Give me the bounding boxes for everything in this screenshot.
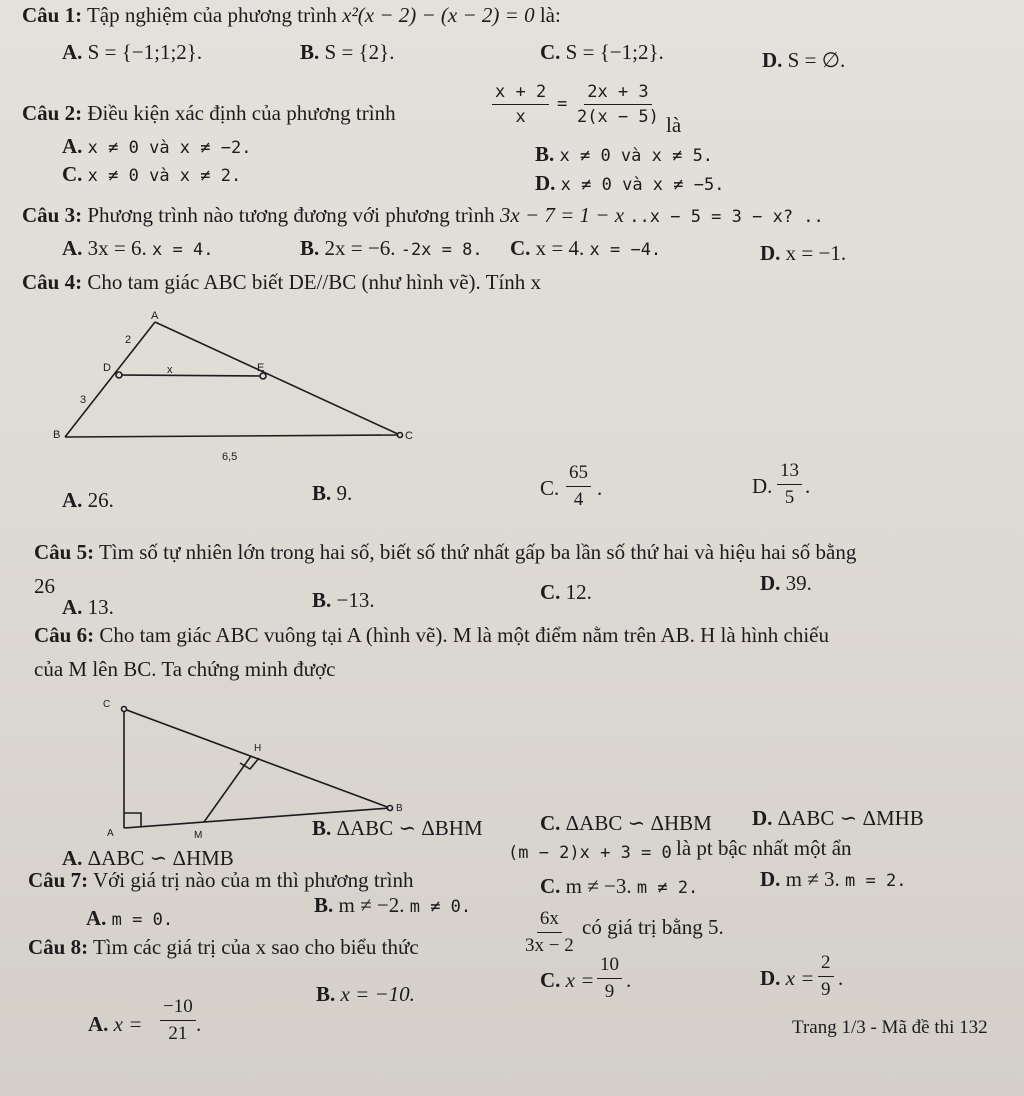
q5 bbox=[34, 542, 856, 563]
q7-text: Với giá trị nào của m thì phương trình bbox=[92, 868, 414, 892]
point-b bbox=[388, 806, 393, 811]
q6-option-b: B. ΔABC ∽ ΔBHM bbox=[312, 816, 483, 840]
q7-option-d: D. m ≠ 3. m = 2. bbox=[760, 867, 907, 891]
q1-text: Tập nghiệm của phương trình bbox=[86, 3, 337, 27]
q6-option-d: D. ΔABC ∽ ΔMHB bbox=[752, 806, 924, 830]
q2-equals: = bbox=[557, 94, 568, 114]
q5-cont: 26 bbox=[34, 574, 55, 598]
q2-option-b: B. x ≠ 0 và x ≠ 5. bbox=[535, 142, 714, 166]
label-e: E bbox=[257, 362, 265, 374]
q7-equation: (m − 2)x + 3 = 0 bbox=[508, 843, 672, 863]
label-c: C bbox=[103, 699, 111, 710]
q6-option-c: C. ΔABC ∽ ΔHBM bbox=[540, 811, 712, 835]
q2-tail: là bbox=[666, 113, 682, 137]
q5-option-c: C. 12. bbox=[540, 580, 592, 604]
q5-option-a: A. 13. bbox=[62, 595, 114, 619]
q3-typed-note: ..x − 5 = 3 − x? .. bbox=[629, 207, 824, 227]
q7-tail: là pt bậc nhất một ẩn bbox=[676, 836, 852, 860]
label-bc: 6,5 bbox=[222, 451, 238, 463]
q5-option-b: B. −13. bbox=[312, 588, 375, 612]
q4 bbox=[22, 272, 541, 293]
q8-option-c-fraction: $\frac{10}{9}$ bbox=[597, 954, 622, 1003]
q1-option-b: B. S = {2}. bbox=[300, 40, 395, 64]
q8-option-d-dot: . bbox=[838, 966, 844, 990]
q4-option-d-label: D. bbox=[752, 474, 773, 498]
point-c bbox=[398, 433, 403, 438]
label-b: B bbox=[396, 803, 403, 814]
q8-tail: có giá trị bằng 5. bbox=[582, 915, 724, 939]
q7-option-a: A. m = 0. bbox=[86, 906, 174, 930]
q1-equation: x²(x − 2) − (x − 2) = 0 bbox=[342, 3, 535, 27]
q8 bbox=[28, 937, 419, 958]
q8-option-c-dot: . bbox=[626, 968, 632, 992]
q6-cont: của M lên BC. Ta chứng minh được bbox=[34, 657, 336, 681]
label-b: B bbox=[53, 429, 61, 441]
q4-text: Cho tam giác ABC biết DE//BC (như hình vẽ). Tính x bbox=[87, 270, 542, 294]
q8-fraction: $\frac{6x}{3x - 2}$ bbox=[525, 908, 574, 956]
q2-rhs-fraction: $\frac{2x + 3}{2(x - 5)}$ bbox=[577, 82, 659, 127]
right-angle-a bbox=[124, 813, 141, 827]
label-db: 3 bbox=[80, 394, 87, 406]
q2-option-d: D. x ≠ 0 và x ≠ −5. bbox=[535, 171, 725, 195]
q8-option-d-fraction: $\frac{2}{9}$ bbox=[818, 952, 834, 1001]
page-footer: Trang 1/3 - Mã đề thi 132 bbox=[792, 1017, 988, 1038]
q6-text: Cho tam giác ABC vuông tại A (hình vẽ). M là một điểm nằm trên AB. H là hình chiếu bbox=[99, 623, 830, 647]
label-h: H bbox=[254, 743, 262, 754]
q3 bbox=[22, 205, 824, 226]
side-bc bbox=[65, 435, 400, 437]
q4-option-d-fraction: $\frac{13}{5}$ bbox=[777, 460, 802, 509]
q8-option-c-label: C. x = bbox=[540, 968, 595, 992]
q3-option-a: A. 3x = 6. x = 4. bbox=[62, 236, 214, 260]
q7 bbox=[28, 870, 414, 891]
label-ad: 2 bbox=[125, 334, 132, 346]
q4-option-d-dot: . bbox=[805, 474, 811, 498]
q8-option-a-fraction: $\frac{-10}{21}$ bbox=[160, 996, 196, 1045]
q4-title: Câu 4: bbox=[22, 270, 83, 294]
label-a: A bbox=[107, 828, 114, 839]
label-m: M bbox=[194, 830, 203, 841]
q8-option-a-dot: . bbox=[196, 1012, 202, 1036]
q8-option-a-label: A. x = bbox=[88, 1012, 143, 1036]
q8-option-b: B. x = −10. bbox=[316, 982, 415, 1006]
q1-option-a: A. S = {−1;1;2}. bbox=[62, 40, 203, 64]
q7-title: Câu 7: bbox=[28, 868, 89, 892]
q5-text: Tìm số tự nhiên lớn trong hai số, biết số thứ nhất gấp ba lần số thứ hai và hiệu hai số bằng bbox=[98, 540, 857, 564]
side-ac bbox=[155, 322, 400, 435]
q4-option-c-dot: . bbox=[597, 476, 603, 500]
q2-title: Câu 2: bbox=[22, 101, 83, 125]
q5-title: Câu 5: bbox=[34, 540, 95, 564]
q2 bbox=[22, 103, 396, 124]
q8-title: Câu 8: bbox=[28, 935, 89, 959]
q6-option-a: A. ΔABC ∽ ΔHMB bbox=[62, 846, 234, 870]
q1-title: Câu 1: bbox=[22, 3, 83, 27]
q1 bbox=[22, 5, 561, 26]
q1-option-c: C. S = {−1;2}. bbox=[540, 40, 664, 64]
q3-option-b: B. 2x = −6. -2x = 8. bbox=[300, 236, 483, 260]
q3-option-c: C. x = 4. x = −4. bbox=[510, 236, 662, 260]
side-ab bbox=[65, 322, 155, 437]
q2-lhs-fraction: $\frac{x + 2}{x}$ bbox=[492, 82, 549, 127]
q4-option-b: B. 9. bbox=[312, 481, 353, 505]
q4-option-c-label: C. bbox=[540, 476, 560, 500]
triangle-abc-de-parallel-bc-figure bbox=[50, 305, 430, 470]
q7-option-b: B. m ≠ −2. m ≠ 0. bbox=[314, 893, 472, 917]
q3-equation: 3x − 7 = 1 − x bbox=[499, 203, 625, 227]
q1-option-d: D. S = ∅. bbox=[762, 48, 846, 72]
point-d bbox=[116, 372, 122, 378]
point-c bbox=[122, 707, 127, 712]
q4-option-c-fraction: $\frac{65}{4}$ bbox=[566, 462, 591, 511]
q8-text: Tìm các giá trị của x sao cho biểu thức bbox=[92, 935, 419, 959]
side-cb bbox=[124, 709, 390, 808]
q5-option-d: D. 39. bbox=[760, 571, 812, 595]
q4-option-a: A. 26. bbox=[62, 488, 114, 512]
label-a: A bbox=[151, 310, 159, 322]
q1-tail: là: bbox=[539, 3, 561, 27]
q3-text: Phương trình nào tương đương với phương trình bbox=[87, 203, 495, 227]
q3-option-d: D. x = −1. bbox=[760, 241, 847, 265]
label-x: x bbox=[167, 364, 173, 376]
q3-title: Câu 3: bbox=[22, 203, 83, 227]
q6-title: Câu 6: bbox=[34, 623, 95, 647]
q8-option-d-label: D. x = bbox=[760, 966, 815, 990]
segment-de bbox=[119, 375, 263, 376]
q7-option-c: C. m ≠ −3. m ≠ 2. bbox=[540, 874, 699, 898]
q2-option-c: C. x ≠ 0 và x ≠ 2. bbox=[62, 162, 242, 186]
label-d: D bbox=[103, 362, 111, 374]
q6 bbox=[34, 625, 829, 646]
q2-option-a: A. x ≠ 0 và x ≠ −2. bbox=[62, 134, 252, 158]
label-c: C bbox=[405, 430, 413, 442]
q2-text: Điều kiện xác định của phương trình bbox=[87, 101, 396, 125]
